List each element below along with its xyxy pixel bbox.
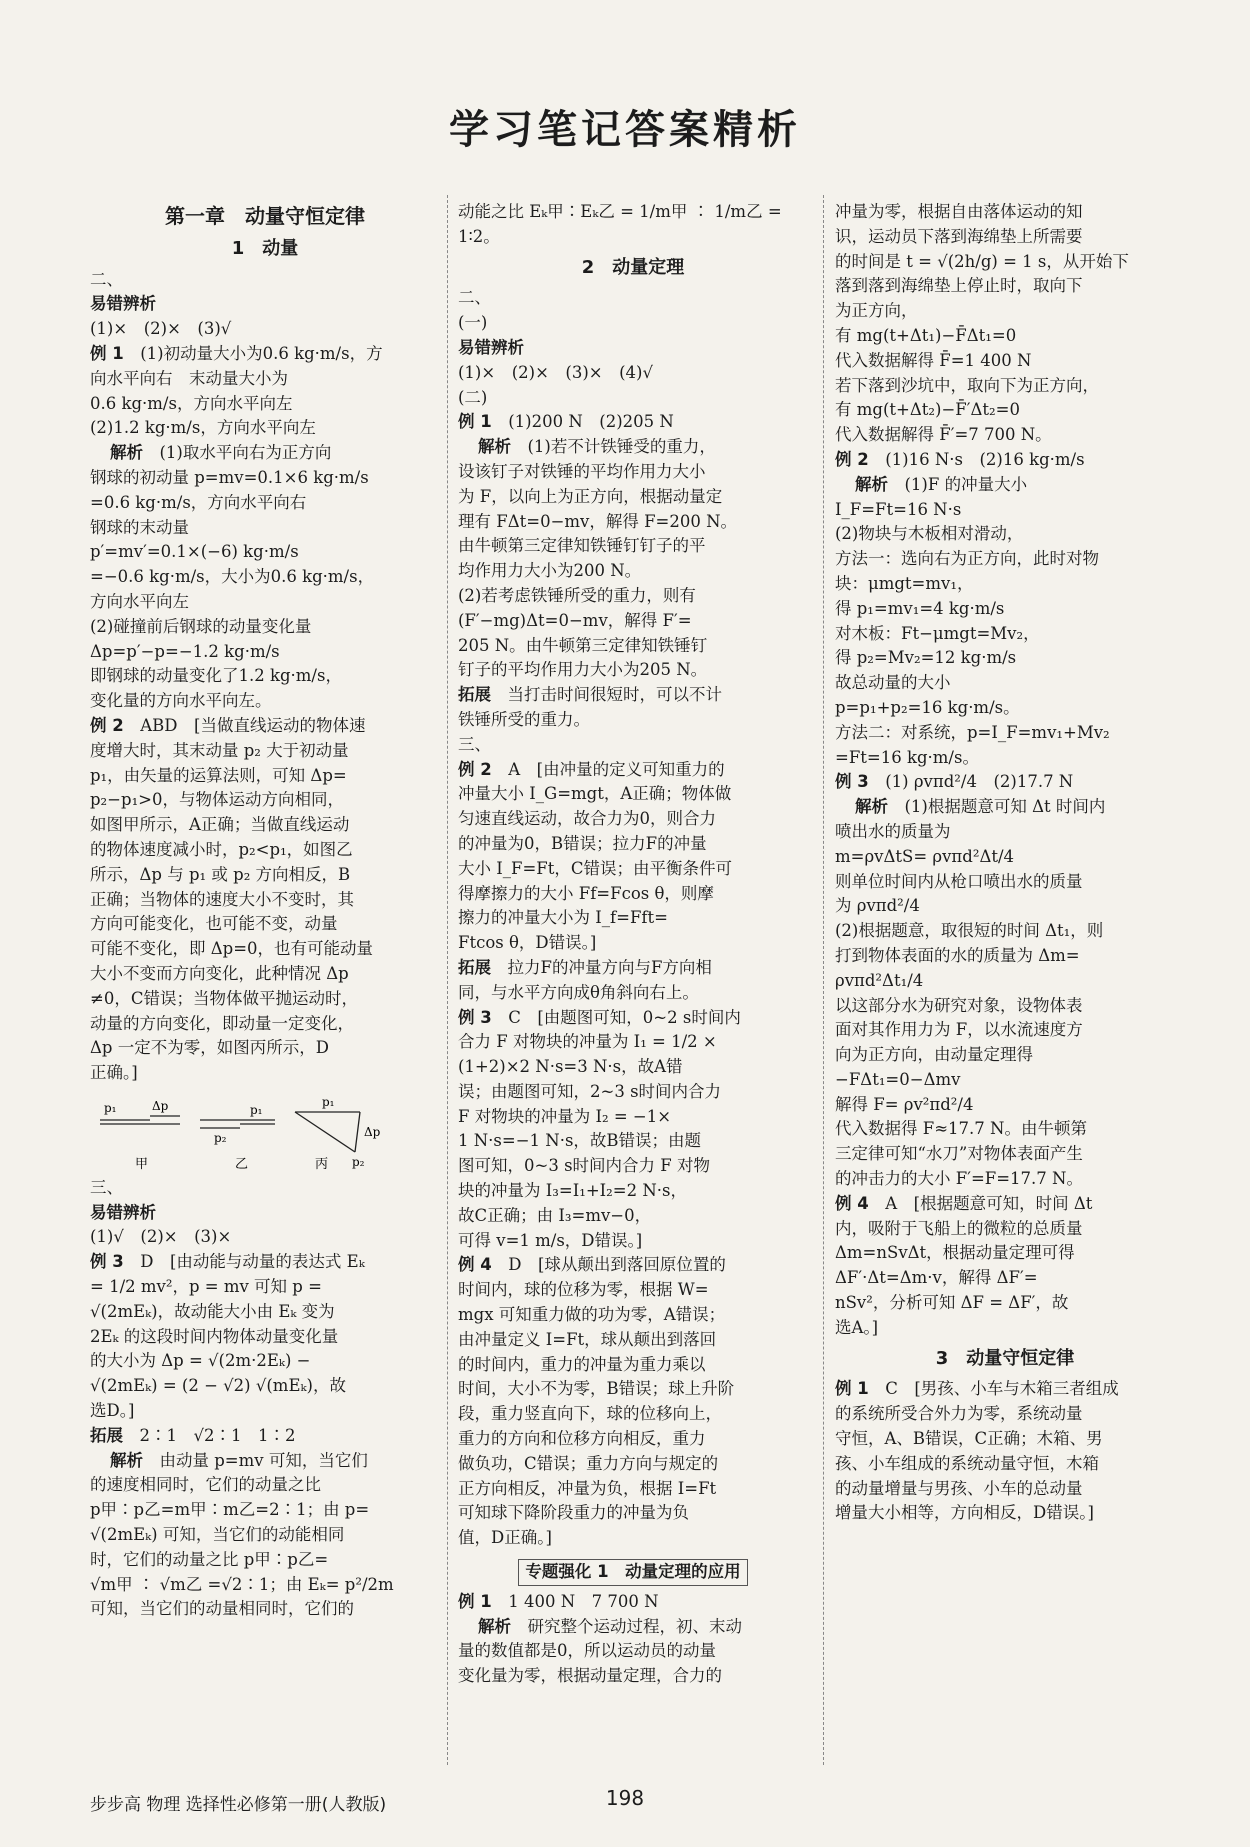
answer-block <box>458 286 808 1551</box>
text-line: 解析 (1)根据题意可知 Δt 时间内 <box>855 797 1106 817</box>
text-line: 量的数值都是0，所以运动员的动量 <box>458 1641 716 1661</box>
text-line: p=p₁+p₂=16 kg·m/s。 <box>835 697 1020 717</box>
answer-block <box>835 200 1175 1341</box>
text-line: (1)× (2)× (3)× (4)√ <box>458 362 653 382</box>
text-line: 由牛顿第三定律知铁锤钉钉子的平 <box>458 536 706 556</box>
text-line: 若下落到沙坑中，取向下为正方向， <box>835 375 1099 395</box>
text-line: 面对其作用力为 F，以水流速度方 <box>835 1020 1083 1040</box>
text-line: 的时间是 t = √(2h/g) = 1 s，从开始下 <box>835 251 1129 271</box>
text-line: 的物体速度减小时，p₂<p₁，如图乙 <box>90 839 353 859</box>
text-line: (2)根据题意，取很短的时间 Δt₁，则 <box>835 921 1104 941</box>
text-line: 例 4 D [球从颠出到落回原位置的 <box>458 1255 726 1275</box>
text-line: 例 1 1 400 N 7 700 N <box>458 1591 659 1611</box>
text-line: 拓展 2∶1 √2∶1 1∶2 <box>90 1425 296 1445</box>
text-line: 有 mg(t+Δt₂)−F̄′Δt₂=0 <box>835 400 1020 420</box>
text-line: F 对物块的冲量为 I₂ = −1× <box>458 1106 672 1126</box>
text-line: 二、 <box>90 269 123 289</box>
text-line: 所示，Δp 与 p₁ 或 p₂ 方向相反，B <box>90 864 351 884</box>
text-line: 方向水平向左 <box>90 591 189 611</box>
text-line: 易错辨析 <box>458 337 524 357</box>
text-line: I_F=Ft=16 N·s <box>835 499 962 519</box>
text-line: 解析 (1)F 的冲量大小 <box>855 474 1028 494</box>
text-line: 例 3 D [由动能与动量的表达式 Eₖ <box>90 1252 365 1272</box>
special-topic-heading: 专题强化 1 动量定理的应用 <box>518 1559 747 1586</box>
section-heading: 1 动量 <box>231 237 299 259</box>
text-line: 三、 <box>90 1177 123 1197</box>
text-line: 可能不变化，即 Δp=0，也有可能动量 <box>90 939 374 959</box>
text-line: 变化量的方向水平向左。 <box>90 691 272 711</box>
text-line: 段，重力竖直向下，球的位移向上， <box>458 1404 722 1424</box>
text-line: −FΔt₁=0−Δmv <box>835 1069 961 1089</box>
text-line: 2Eₖ 的这段时间内物体动量变化量 <box>90 1326 339 1346</box>
label-dp: Δp <box>152 1098 169 1113</box>
text-line: 度增大时，其末动量 p₂ 大于初动量 <box>90 740 349 760</box>
text-line: 误；由题图可知，2~3 s时间内合力 <box>458 1081 722 1101</box>
text-line: 钉子的平均作用力大小为205 N。 <box>458 660 708 680</box>
text-line: 理有 FΔt=0−mv，解得 F=200 N。 <box>458 511 738 531</box>
text-line: 易错辨析 <box>90 1202 156 1222</box>
text-line: 例 3 (1) ρvπd²/4 (2)17.7 N <box>835 772 1074 792</box>
text-line: 的冲击力的大小 F′=F=17.7 N。 <box>835 1169 1083 1189</box>
column-3 <box>835 200 1175 1526</box>
text-line: 三、 <box>458 734 491 754</box>
text-line: 解析 (1)取水平向右为正方向 <box>110 443 332 463</box>
text-line: 时间内，球的位移为零，根据 W= <box>458 1280 709 1300</box>
text-line: =−0.6 kg·m/s，大小为0.6 kg·m/s， <box>90 567 375 587</box>
answer-block <box>458 200 808 250</box>
text-line: 均作用力大小为200 N。 <box>458 561 642 581</box>
text-line: 孩、小车组成的系统动量守恒，木箱 <box>835 1453 1099 1473</box>
section-heading: 2 动量定理 <box>581 256 685 278</box>
text-line: mgx 可知重力做的功为零，A错误； <box>458 1305 726 1325</box>
text-line: 代入数据解得 F̄′=7 700 N。 <box>835 425 1052 445</box>
text-line: 正确。] <box>90 1063 138 1083</box>
text-line: (1)√ (2)× (3)× <box>90 1227 232 1247</box>
text-line: p₂−p₁>0，与物体运动方向相同， <box>90 790 345 810</box>
column-divider <box>823 195 824 1765</box>
text-line: 拓展 当打击时间很短时，可以不计 <box>458 685 722 705</box>
text-line: Δm=nSvΔt，根据动量定理可得 <box>835 1243 1075 1263</box>
text-line: 图可知，0~3 s时间内合力 F 对物 <box>458 1156 710 1176</box>
text-line: =Ft=16 kg·m/s。 <box>835 747 979 767</box>
text-line: 增量大小相等，方向相反，D错误。] <box>835 1503 1094 1523</box>
text-line: (二) <box>458 387 488 407</box>
text-line: (一) <box>458 313 488 333</box>
text-line: 冲量为零，根据自由落体运动的知 <box>835 202 1083 221</box>
text-line: 的时间内，重力的冲量为重力乘以 <box>458 1354 706 1374</box>
text-line: 的速度相同时，它们的动量之比 <box>90 1475 321 1495</box>
text-line: 时，它们的动量之比 p甲∶p乙= <box>90 1549 329 1569</box>
text-line: 块：μmgt=mv₁， <box>835 573 974 593</box>
text-line: 1 N·s=−1 N·s，故B错误；由题 <box>458 1131 702 1151</box>
text-line: 易错辨析 <box>90 294 156 314</box>
text-line: 大小 I_F=Ft，C错误；由平衡条件可 <box>458 858 732 878</box>
text-line: (1+2)×2 N·s=3 N·s，故A错 <box>458 1057 683 1077</box>
text-line: 三定律可知“水刀”对物体表面产生 <box>835 1144 1083 1164</box>
text-line: 例 1 (1)200 N (2)205 N <box>458 412 674 432</box>
answer-block <box>90 268 440 1086</box>
text-line: 擦力的冲量大小为 I_f=Fft= <box>458 908 668 928</box>
text-line: 匀速直线运动，故合力为0，则合力 <box>458 809 716 829</box>
text-line: 1∶2。 <box>458 226 500 246</box>
answer-block <box>90 1176 440 1622</box>
answer-block <box>458 1590 808 1689</box>
column-2 <box>458 200 808 1689</box>
column-divider <box>447 195 448 1765</box>
text-line: 喷出水的质量为 <box>835 821 951 841</box>
text-line: 的冲量为0，B错误；拉力F的冲量 <box>458 833 707 853</box>
text-line: 做负功，C错误；重力方向与规定的 <box>458 1453 719 1473</box>
text-line: 为 ρvπd²/4 <box>835 896 920 916</box>
text-line: 例 2 (1)16 N·s (2)16 kg·m/s <box>835 449 1085 469</box>
text-line: 选A。] <box>835 1317 879 1337</box>
text-line: 解析 研究整个运动过程，初、末动 <box>478 1616 742 1636</box>
text-line: (2)物块与木板相对滑动， <box>835 524 1024 544</box>
text-line: √(2mEₖ) = (2 − √2) √(mEₖ)，故 <box>90 1376 346 1396</box>
text-line: 解析 由动量 p=mv 可知，当它们 <box>110 1450 368 1470</box>
text-line: ΔF′·Δt=Δm·v，解得 ΔF′= <box>835 1268 1038 1288</box>
label-p2: p₂ <box>214 1130 227 1145</box>
label-p1: p₁ <box>250 1102 263 1117</box>
label-p1: p₁ <box>322 1094 335 1109</box>
text-line: 二、 <box>458 288 491 308</box>
text-line: 由冲量定义 I=Ft，球从颠出到落回 <box>458 1329 717 1349</box>
text-line: 合力 F 对物块的冲量为 I₁ = 1/2 × <box>458 1032 717 1052</box>
text-line: 时间，大小不为零，B错误；球上升阶 <box>458 1379 735 1399</box>
text-line: 代入数据得 F≈17.7 N。由牛顿第 <box>835 1119 1087 1139</box>
text-line: 的大小为 Δp = √(2m·2Eₖ) − <box>90 1351 311 1371</box>
column-1 <box>90 200 440 1622</box>
text-line: 得 p₁=mv₁=4 kg·m/s <box>835 598 1005 618</box>
label-p1: p₁ <box>104 1100 117 1115</box>
text-line: (2)碰撞前后钢球的动量变化量 <box>90 616 312 636</box>
text-line: 拓展 拉力F的冲量方向与F方向相 <box>458 957 712 977</box>
text-line: 例 4 A [根据题意可知，时间 Δt <box>835 1193 1093 1213</box>
label-dp: Δp <box>364 1124 381 1139</box>
text-line: 得 p₂=Mv₂=12 kg·m/s <box>835 648 1017 668</box>
text-line: 得摩擦力的大小 Ff=Fcos θ，则摩 <box>458 883 714 903</box>
text-line: = 1/2 mv²，p = mv 可知 p = <box>90 1277 322 1297</box>
text-line: 解析 (1)若不计铁锤受的重力， <box>478 437 716 457</box>
text-line: 值，D正确。] <box>458 1528 552 1548</box>
vector-diagram <box>90 1092 430 1172</box>
page-title: 学习笔记答案精析 <box>449 107 801 153</box>
text-line: 例 3 C [由题图可知，0~2 s时间内 <box>458 1007 741 1027</box>
text-line: 守恒，A、B错误，C正确；木箱、男 <box>835 1429 1103 1449</box>
text-line: 识，运动员下落到海绵垫上所需要 <box>835 226 1083 246</box>
text-line: 为正方向， <box>835 301 918 321</box>
text-line: 变化量为零，根据动量定理，合力的 <box>458 1666 722 1686</box>
text-line: 以这部分水为研究对象，设物体表 <box>835 995 1083 1015</box>
text-line: 钢球的初动量 p=mv=0.1×6 kg·m/s <box>90 467 369 487</box>
text-line: (1)× (2)× (3)√ <box>90 319 232 339</box>
text-line: ≠0，C错误；当物体做平抛运动时， <box>90 988 358 1008</box>
chapter-heading: 第一章 动量守恒定律 <box>165 204 365 228</box>
text-line: p′=mv′=0.1×(−6) kg·m/s <box>90 542 299 562</box>
section-heading: 3 动量守恒定律 <box>935 1347 1075 1369</box>
text-line: 则单位时间内从枪口喷出水的质量 <box>835 871 1083 891</box>
text-line: 正方向相反，冲量为负，根据 I=Ft <box>458 1478 717 1498</box>
text-line: 动量的方向变化，即动量一定变化， <box>90 1013 354 1033</box>
text-line: 方法一：选向右为正方向，此时对物 <box>835 549 1099 569</box>
text-line: 块的冲量为 I₃=I₁+I₂=2 N·s， <box>458 1181 688 1201</box>
text-line: p₁，由矢量的运算法则，可知 Δp= <box>90 765 347 785</box>
text-line: 即钢球的动量变化了1.2 kg·m/s， <box>90 666 342 686</box>
text-line: 例 1 (1)初动量大小为0.6 kg·m/s，方 <box>90 343 383 363</box>
text-line: Δp 一定不为零，如图丙所示，D <box>90 1038 329 1058</box>
text-line: 方法二：对系统，p=I_F=mv₁+Mv₂ <box>835 722 1110 742</box>
text-line: 可得 v=1 m/s，D错误。] <box>458 1230 643 1250</box>
text-line: 例 2 A [由冲量的定义可知重力的 <box>458 759 725 779</box>
text-line: √m甲 ∶ √m乙 =√2∶1；由 Eₖ= p²/2m <box>90 1574 394 1594</box>
text-line: Ftcos θ，D错误。] <box>458 933 597 953</box>
text-line: 可知球下降阶段重力的冲量为负 <box>458 1503 689 1523</box>
text-line: 的系统所受合外力为零，系统动量 <box>835 1404 1083 1424</box>
text-line: 落到落到海绵垫上停止时，取向下 <box>835 276 1083 296</box>
text-line: 打到物体表面的水的质量为 Δm= <box>835 945 1080 965</box>
text-line: 钢球的末动量 <box>90 517 189 537</box>
text-line: Δp=p′−p=−1.2 kg·m/s <box>90 641 280 661</box>
text-line: 动能之比 Eₖ甲∶Eₖ乙 = 1/m甲 ∶ 1/m乙 = <box>458 202 782 221</box>
text-line: 向水平向右 末动量大小为 <box>90 368 288 388</box>
text-line: 同，与水平方向成θ角斜向右上。 <box>458 982 699 1002</box>
text-line: 大小不变而方向变化，此种情况 Δp <box>90 963 349 983</box>
text-line: 故C正确；由 I₃=mv−0， <box>458 1205 652 1225</box>
text-line: 冲量大小 I_G=mgt，A正确；物体做 <box>458 784 732 804</box>
text-line: 0.6 kg·m/s，方向水平向左 <box>90 393 293 413</box>
text-line: 例 2 ABD [当做直线运动的物体速 <box>90 715 366 735</box>
text-line: 有 mg(t+Δt₁)−F̄Δt₁=0 <box>835 325 1017 345</box>
text-line: 向为正方向，由动量定理得 <box>835 1045 1033 1065</box>
text-line: =0.6 kg·m/s，方向水平向右 <box>90 492 307 512</box>
text-line: 重力的方向和位移方向相反，重力 <box>458 1429 706 1449</box>
label-jia: 甲 <box>135 1156 149 1172</box>
text-line: 选D。] <box>90 1401 135 1421</box>
text-line: √(2mEₖ)，故动能大小由 Eₖ 变为 <box>90 1301 335 1321</box>
text-line: 设该钉子对铁锤的平均作用力大小 <box>458 461 706 481</box>
label-p2: p₂ <box>352 1154 365 1169</box>
text-line: 例 1 C [男孩、小车与木箱三者组成 <box>835 1379 1119 1399</box>
text-line: 正确；当物体的速度大小不变时，其 <box>90 889 354 909</box>
text-line: 的动量增量与男孩、小车的总动量 <box>835 1478 1083 1498</box>
text-line: (2)1.2 kg·m/s，方向水平向左 <box>90 418 316 438</box>
text-line: m=ρvΔtS= ρvπd²Δt/4 <box>835 846 1015 866</box>
label-bing: 丙 <box>315 1156 329 1172</box>
text-line: 解得 F= ρv²πd²/4 <box>835 1094 974 1114</box>
text-line: ρvπd²Δt₁/4 <box>835 970 924 990</box>
text-line: 内，吸附于飞船上的微粒的总质量 <box>835 1218 1083 1238</box>
text-line: 代入数据解得 F̄=1 400 N <box>835 350 1032 370</box>
text-line: (F′−mg)Δt=0−mv，解得 F′= <box>458 610 692 630</box>
text-line: (2)若考虑铁锤所受的重力，则有 <box>458 585 696 605</box>
text-line: 可知，当它们的动量相同时，它们的 <box>90 1599 354 1619</box>
text-line: 方向可能变化，也可能不变，动量 <box>90 914 338 934</box>
answer-block <box>835 1377 1175 1526</box>
text-line: 对木板：Ft−μmgt=Mv₂， <box>835 623 1040 643</box>
text-line: 铁锤所受的重力。 <box>458 709 590 729</box>
text-line: nSv²，分析可知 ΔF = ΔF′，故 <box>835 1293 1069 1313</box>
text-line: 如图甲所示，A正确；当做直线运动 <box>90 815 350 835</box>
text-line: √(2mEₖ) 可知，当它们的动能相同 <box>90 1525 345 1545</box>
text-line: 故总动量的大小 <box>835 673 951 693</box>
text-line: p甲∶p乙=m甲∶m乙=2∶1；由 p= <box>90 1500 370 1520</box>
label-yi: 乙 <box>235 1156 249 1172</box>
text-line: 205 N。由牛顿第三定律知铁锤钉 <box>458 635 708 655</box>
text-line: 为 F，以向上为正方向，根据动量定 <box>458 486 723 506</box>
book-footer: 步步高 物理 选择性必修第一册(人教版) <box>90 1795 387 1815</box>
page-number: 198 <box>605 1786 645 1810</box>
